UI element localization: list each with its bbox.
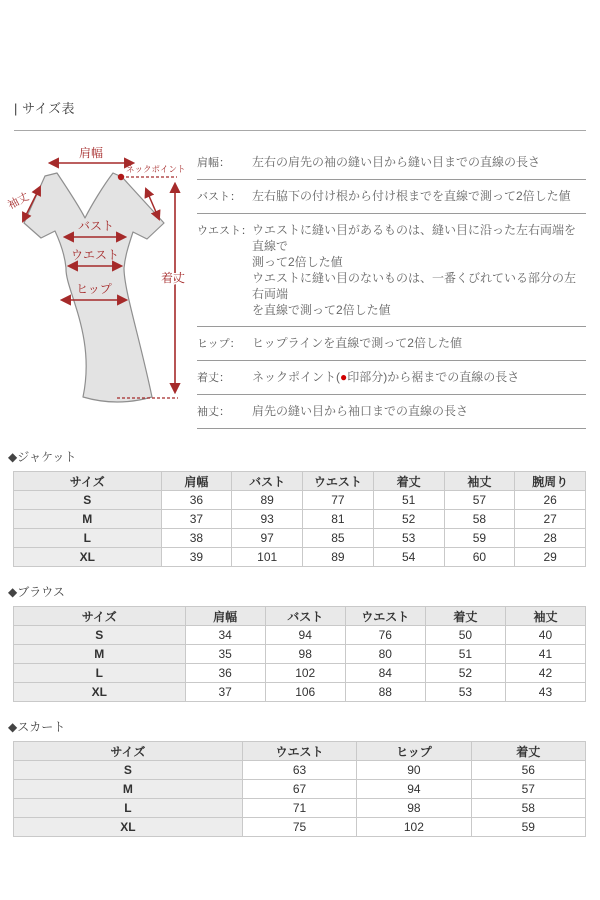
value-cell: 63 <box>242 761 356 780</box>
definition-term: ウエスト： <box>197 225 252 237</box>
neck-point-dot <box>118 174 124 180</box>
definition-row <box>197 395 586 429</box>
table-row <box>14 626 586 645</box>
column-header: ヒップ <box>357 742 471 761</box>
value-cell: 41 <box>505 645 585 664</box>
table-row <box>14 664 586 683</box>
value-cell: 36 <box>185 664 265 683</box>
garment-length-label: 着丈 <box>160 271 186 285</box>
value-cell: 89 <box>232 491 303 510</box>
table-row <box>14 780 586 799</box>
table-row <box>14 683 586 702</box>
waist-label: ウエスト <box>70 248 120 262</box>
value-cell: 54 <box>373 548 444 567</box>
value-cell: 51 <box>373 491 444 510</box>
size-cell: L <box>14 664 186 683</box>
definition-term: 袖丈： <box>197 406 230 418</box>
value-cell: 37 <box>161 510 232 529</box>
column-header: ウエスト <box>345 607 425 626</box>
value-cell: 81 <box>303 510 374 529</box>
size-table-section <box>8 715 586 837</box>
value-cell: 28 <box>515 529 586 548</box>
value-cell: 53 <box>373 529 444 548</box>
value-cell: 101 <box>232 548 303 567</box>
definition-desc: 左右の肩先の袖の縫い目から縫い目までの直線の長さ <box>252 155 541 169</box>
value-cell: 60 <box>444 548 515 567</box>
size-cell: S <box>14 491 162 510</box>
column-header: 腕周り <box>515 472 586 491</box>
value-cell: 27 <box>515 510 586 529</box>
value-cell: 76 <box>345 626 425 645</box>
value-cell: 106 <box>265 683 345 702</box>
value-cell: 67 <box>242 780 356 799</box>
size-cell: S <box>14 626 186 645</box>
column-header: サイズ <box>14 607 186 626</box>
value-cell: 57 <box>444 491 515 510</box>
value-cell: 102 <box>357 818 471 837</box>
definition-row <box>197 180 586 214</box>
value-cell: 43 <box>505 683 585 702</box>
value-cell: 56 <box>471 761 585 780</box>
value-cell: 29 <box>515 548 586 567</box>
size-cell: L <box>14 799 243 818</box>
size-cell: XL <box>14 683 186 702</box>
table-row <box>14 645 586 664</box>
size-cell: M <box>14 780 243 799</box>
table-row <box>14 529 586 548</box>
value-cell: 94 <box>357 780 471 799</box>
value-cell: 42 <box>505 664 585 683</box>
table-section-title: ◆ブラウス <box>8 585 65 599</box>
size-table-section <box>8 445 586 567</box>
value-cell: 84 <box>345 664 425 683</box>
value-cell: 89 <box>303 548 374 567</box>
value-cell: 80 <box>345 645 425 664</box>
definition-desc: ウエストに縫い目があるものは、縫い目に沿った左右両端を直線で 測って2倍した値 ウエストに縫い目のないものは、一番くびれている部分の左右両端 を直線で測って2倍した値 <box>252 223 577 317</box>
value-cell: 58 <box>471 799 585 818</box>
definition-desc: 肩先の縫い目から袖口までの直線の長さ <box>252 404 469 418</box>
size-cell: M <box>14 645 186 664</box>
page-title: | サイズ表 <box>14 98 586 131</box>
value-cell: 36 <box>161 491 232 510</box>
value-cell: 94 <box>265 626 345 645</box>
value-cell: 51 <box>425 645 505 664</box>
value-cell: 34 <box>185 626 265 645</box>
column-header: ウエスト <box>242 742 356 761</box>
value-cell: 77 <box>303 491 374 510</box>
table-section-title: ◆ジャケット <box>8 450 77 464</box>
neck-point-dot-glyph: ● <box>340 370 348 384</box>
definition-term: 肩幅： <box>197 157 230 169</box>
sleeve-length-label: 袖丈 <box>6 190 32 212</box>
value-cell: 53 <box>425 683 505 702</box>
column-header: 着丈 <box>373 472 444 491</box>
value-cell: 71 <box>242 799 356 818</box>
definition-row <box>197 361 586 395</box>
value-cell: 52 <box>373 510 444 529</box>
column-header: 袖丈 <box>505 607 585 626</box>
bust-label: バスト <box>77 219 115 233</box>
definition-term: ヒップ： <box>197 338 241 350</box>
value-cell: 58 <box>444 510 515 529</box>
size-tables <box>8 445 586 850</box>
table-row <box>14 761 586 780</box>
value-cell: 26 <box>515 491 586 510</box>
value-cell: 57 <box>471 780 585 799</box>
value-cell: 39 <box>161 548 232 567</box>
value-cell: 93 <box>232 510 303 529</box>
table-section-title: ◆スカート <box>8 720 66 734</box>
value-cell: 50 <box>425 626 505 645</box>
dress-measurement-diagram <box>5 140 195 412</box>
neck-point-label: ネックポイント <box>126 164 186 174</box>
column-header: 着丈 <box>425 607 505 626</box>
definition-row <box>197 214 586 327</box>
definition-list <box>197 146 586 429</box>
value-cell: 35 <box>185 645 265 664</box>
table-row <box>14 548 586 567</box>
size-table-section <box>8 580 586 702</box>
definition-term: 着丈： <box>197 372 230 384</box>
value-cell: 98 <box>357 799 471 818</box>
value-cell: 85 <box>303 529 374 548</box>
table-row <box>14 510 586 529</box>
definition-row <box>197 327 586 361</box>
column-header: バスト <box>265 607 345 626</box>
size-table <box>13 471 586 567</box>
size-cell: XL <box>14 548 162 567</box>
value-cell: 37 <box>185 683 265 702</box>
size-cell: L <box>14 529 162 548</box>
column-header: バスト <box>232 472 303 491</box>
size-table <box>13 741 586 837</box>
value-cell: 52 <box>425 664 505 683</box>
value-cell: 97 <box>232 529 303 548</box>
size-table <box>13 606 586 702</box>
hip-label: ヒップ <box>76 282 112 296</box>
table-row <box>14 491 586 510</box>
value-cell: 59 <box>444 529 515 548</box>
value-cell: 59 <box>471 818 585 837</box>
size-cell: S <box>14 761 243 780</box>
column-header: 着丈 <box>471 742 585 761</box>
definition-desc: 左右脇下の付け根から付け根までを直線で測って2倍した値 <box>252 189 571 203</box>
column-header: サイズ <box>14 472 162 491</box>
value-cell: 102 <box>265 664 345 683</box>
value-cell: 88 <box>345 683 425 702</box>
column-header: ウエスト <box>303 472 374 491</box>
value-cell: 40 <box>505 626 585 645</box>
value-cell: 75 <box>242 818 356 837</box>
column-header: サイズ <box>14 742 243 761</box>
column-header: 肩幅 <box>161 472 232 491</box>
size-cell: M <box>14 510 162 529</box>
definition-term: バスト： <box>197 191 241 203</box>
column-header: 肩幅 <box>185 607 265 626</box>
size-cell: XL <box>14 818 243 837</box>
definition-desc: ネックポイント(●印部分)から裾までの直線の長さ <box>252 370 520 384</box>
shoulder-width-label: 肩幅 <box>78 146 104 160</box>
value-cell: 90 <box>357 761 471 780</box>
definition-row <box>197 146 586 180</box>
table-row <box>14 818 586 837</box>
table-row <box>14 799 586 818</box>
value-cell: 38 <box>161 529 232 548</box>
column-header: 袖丈 <box>444 472 515 491</box>
value-cell: 98 <box>265 645 345 664</box>
definition-desc: ヒップラインを直線で測って2倍した値 <box>252 336 462 350</box>
